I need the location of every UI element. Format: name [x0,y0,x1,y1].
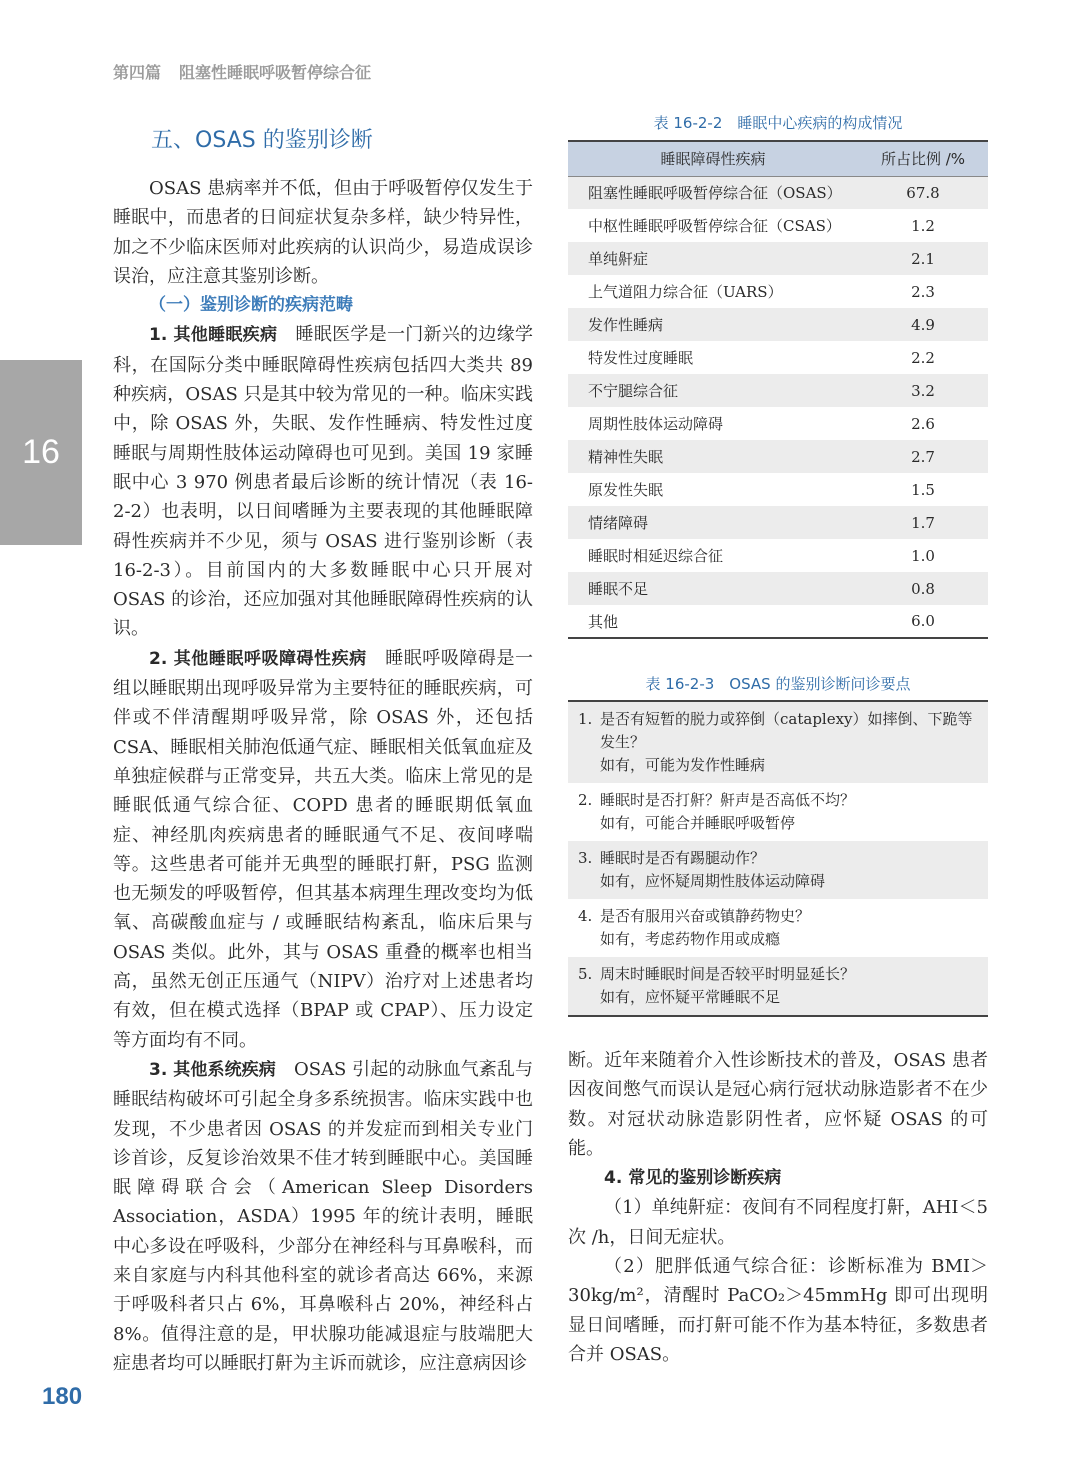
table-row [568,209,988,242]
question: 是否有短暂的脱力或猝倒（cataplexy）如摔倒、下跪等发生？ [600,710,973,751]
disease-cell: 上气道阻力综合征（UARS） [588,283,783,301]
table-differential-questions [568,700,988,1017]
table2-caption: 表 16-2-3 OSAS 的鉴别诊断问诊要点 [645,675,911,693]
percent-cell: 2.3 [911,282,935,301]
table-row [568,473,988,506]
table-row [568,841,988,899]
left-column [113,124,533,1378]
disease-cell: 发作性睡病 [568,308,858,341]
paragraph-text: OSAS 引起的动脉血气紊乱与睡眠结构破坏可引起全身多系统损害。临床实践中也发现，不少患者因 OSAS 的并发症而到相关专业门诊首诊，反复诊治效果不佳才转到睡眠中心。美国睡眠障碍联合会（American Sleep Disorders Association，ASDA）1995 年的统计表明，睡眠中心多设在呼吸科，少部分在神经科与耳鼻喉科，而来自家庭与内科其他科室的就诊者高达 66%，来源于呼吸科者只占 6%，耳鼻喉科占 20%，神经科占 8%。值得注意的是，甲状腺功能减退症与肢端肥大症患者均可以睡眠打鼾为主诉而就诊，应注意病因诊 [113,1058,533,1374]
column-header: 睡眠障碍性疾病 [568,141,858,176]
table-row [568,605,988,638]
item-1: （1）单纯鼾症：夜间有不同程度打鼾，AHI＜5 次 /h，日间无症状。 [568,1197,988,1248]
table-row [568,899,988,957]
disease-cell: 中枢性睡眠呼吸暂停综合征（CSAS） [588,217,841,235]
table-row [568,572,988,605]
percent-cell: 2.2 [911,348,935,367]
running-header [113,60,389,83]
percent-cell: 6.0 [858,605,988,638]
item-number: 3. [578,849,593,867]
percent-cell: 4.9 [858,308,988,341]
question: 睡眠时是否有踢腿动作？ [600,849,766,867]
table-row [568,539,988,572]
disease-cell: 不宁腿综合征 [568,374,858,407]
disease-cell: 单纯鼾症 [568,242,858,275]
subsection-title: （一）鉴别诊断的疾病范畴 [149,295,353,316]
paragraph-text: 睡眠呼吸障碍是一组以睡眠期出现呼吸异常为主要特征的睡眠疾病，可伴或不伴清醒期呼吸异常，除 OSAS 外，还包括 CSA、睡眠相关肺泡低通气症、睡眠相关低氧血症及单独症候群与正常变异，共五大类。临床上常见的是睡眠低通气综合征、COPD 患者的睡眠期低氧血症、神经肌肉疾病患者的睡眠通气不足、夜间哮喘等。这些患者可能并无典型的睡眠打鼾，PSG 监测也无频发的呼吸暂停，但其基本病理生理改变均为低氧、高碳酸血症与 / 或睡眠结构紊乱，临床后果与 OSAS 类似。此外，其与 OSAS 重叠的概率也相当高，虽然无创正压通气（NIPV）治疗对上述患者均有效，但在模式选择（BPAP 或 CPAP）、压力设定等方面均有不同。 [113,647,534,1051]
chapter-tab: 16 [0,360,82,545]
part-title: 阻塞性睡眠呼吸暂停综合征 [179,63,372,82]
table-row [568,957,988,1015]
answer: 如有，考虑药物作用或成瘾 [600,930,781,948]
paragraph-3 [113,1055,533,1378]
answer: 如有，可能合并睡眠呼吸暂停 [600,814,796,832]
percent-cell: 1.5 [911,480,935,499]
percent-cell: 2.6 [911,414,935,433]
table-row [568,374,988,407]
paragraph-lead: 1. 其他睡眠疾病 [149,325,278,346]
continuation-paragraph: 断。近年来随着介入性诊断技术的普及，OSAS 患者因夜间憋气而误认是冠心病行冠状动脉造影者不在少数。对冠状动脉造影阴性者，应怀疑 OSAS 的可能。 [568,1050,988,1159]
table-row [568,506,988,539]
paragraph-2 [113,644,533,1055]
disease-cell: 睡眠时相延迟综合征 [588,547,724,565]
table-row [568,783,988,841]
answer: 如有，应怀疑周期性肢体运动障碍 [600,872,826,890]
paragraph-1 [113,320,533,643]
disease-cell: 特发性过度睡眠 [588,349,694,367]
table-row [568,242,988,275]
disease-cell: 睡眠不足 [568,572,858,605]
percent-cell: 67.8 [858,176,988,209]
question: 周末时睡眠时间是否较平时明显延长？ [600,965,856,983]
item-number: 2. [578,791,593,809]
item-number: 1. [578,710,593,728]
right-column-text [568,1046,988,1369]
intro-paragraph: OSAS 患病率并不低，但由于呼吸暂停仅发生于睡眠中，而患者的日间症状复杂多样，缺少特异性，加之不少临床医师对此疾病的认识尚少，易造成误诊误治，应注意其鉴别诊断。 [113,178,533,287]
item-2: （2）肥胖低通气综合征：诊断标准为 BMI＞30kg/m²，清醒时 PaCO₂＞45mmHg 即可出现明显日间嗜睡，而打鼾可能不作为基本特征，多数患者合并 OSAS。 [568,1256,988,1365]
answer: 如有，应怀疑平常睡眠不足 [600,988,781,1006]
table-disease-composition [568,140,988,639]
table-row [568,407,988,440]
item-number: 5. [578,965,593,983]
percent-cell: 3.2 [858,374,988,407]
disease-cell: 周期性肢体运动障碍 [588,415,724,433]
table-row [568,341,988,374]
table-row [568,275,988,308]
section-title: 五、OSAS 的鉴别诊断 [151,128,373,153]
percent-cell: 2.1 [858,242,988,275]
table-row [568,702,988,783]
percent-cell: 0.8 [858,572,988,605]
answer: 如有，可能为发作性睡病 [600,756,766,774]
table-row [568,440,988,473]
paragraph-lead: 3. 其他系统疾病 [149,1059,276,1080]
paragraph-text: 睡眠医学是一门新兴的边缘学科，在国际分类中睡眠障碍性疾病包括四大类共 89 种疾病，OSAS 只是其中较为常见的一种。临床实践中，除 OSAS 外，失眠、发作性睡病、特发性过度睡眠与周期性肢体运动障碍也可见到。美国 19 家睡眠中心 3 970 例患者最后诊断的统计情况（表 16-2-2）也表明，以日间嗜睡为主要表现的其他睡眠障碍性疾病并不少见，须与 OSAS 进行鉴别诊断（表 16-2-3）。目前国内的大多数睡眠中心只开展对 OSAS 的诊治，还应加强对其他睡眠障碍性疾病的认识。 [113,324,533,640]
paragraph-lead: 2. 其他睡眠呼吸障碍性疾病 [149,648,367,669]
part-label: 第四篇 [113,63,162,82]
page-number: 180 [42,1383,83,1410]
disease-cell: 阻塞性睡眠呼吸暂停综合征（OSAS） [568,176,858,209]
disease-cell: 精神性失眠 [568,440,858,473]
question: 是否有服用兴奋或镇静药物史？ [600,907,811,925]
percent-cell: 1.7 [858,506,988,539]
table-row [568,176,988,209]
percent-cell: 1.2 [911,216,935,235]
question: 睡眠时是否打鼾？鼾声是否高低不均？ [600,791,856,809]
table1-caption: 表 16-2-2 睡眠中心疾病的构成情况 [653,114,903,132]
percent-cell: 1.0 [911,546,935,565]
disease-cell: 其他 [568,605,858,638]
column-header: 所占比例 /% [858,141,988,176]
disease-cell: 情绪障碍 [568,506,858,539]
table-row [568,308,988,341]
subheading-text: 4. 常见的鉴别诊断疾病 [604,1168,782,1189]
subheading-4 [568,1163,988,1193]
item-number: 4. [578,907,593,925]
percent-cell: 2.7 [858,440,988,473]
disease-cell: 原发性失眠 [588,481,664,499]
